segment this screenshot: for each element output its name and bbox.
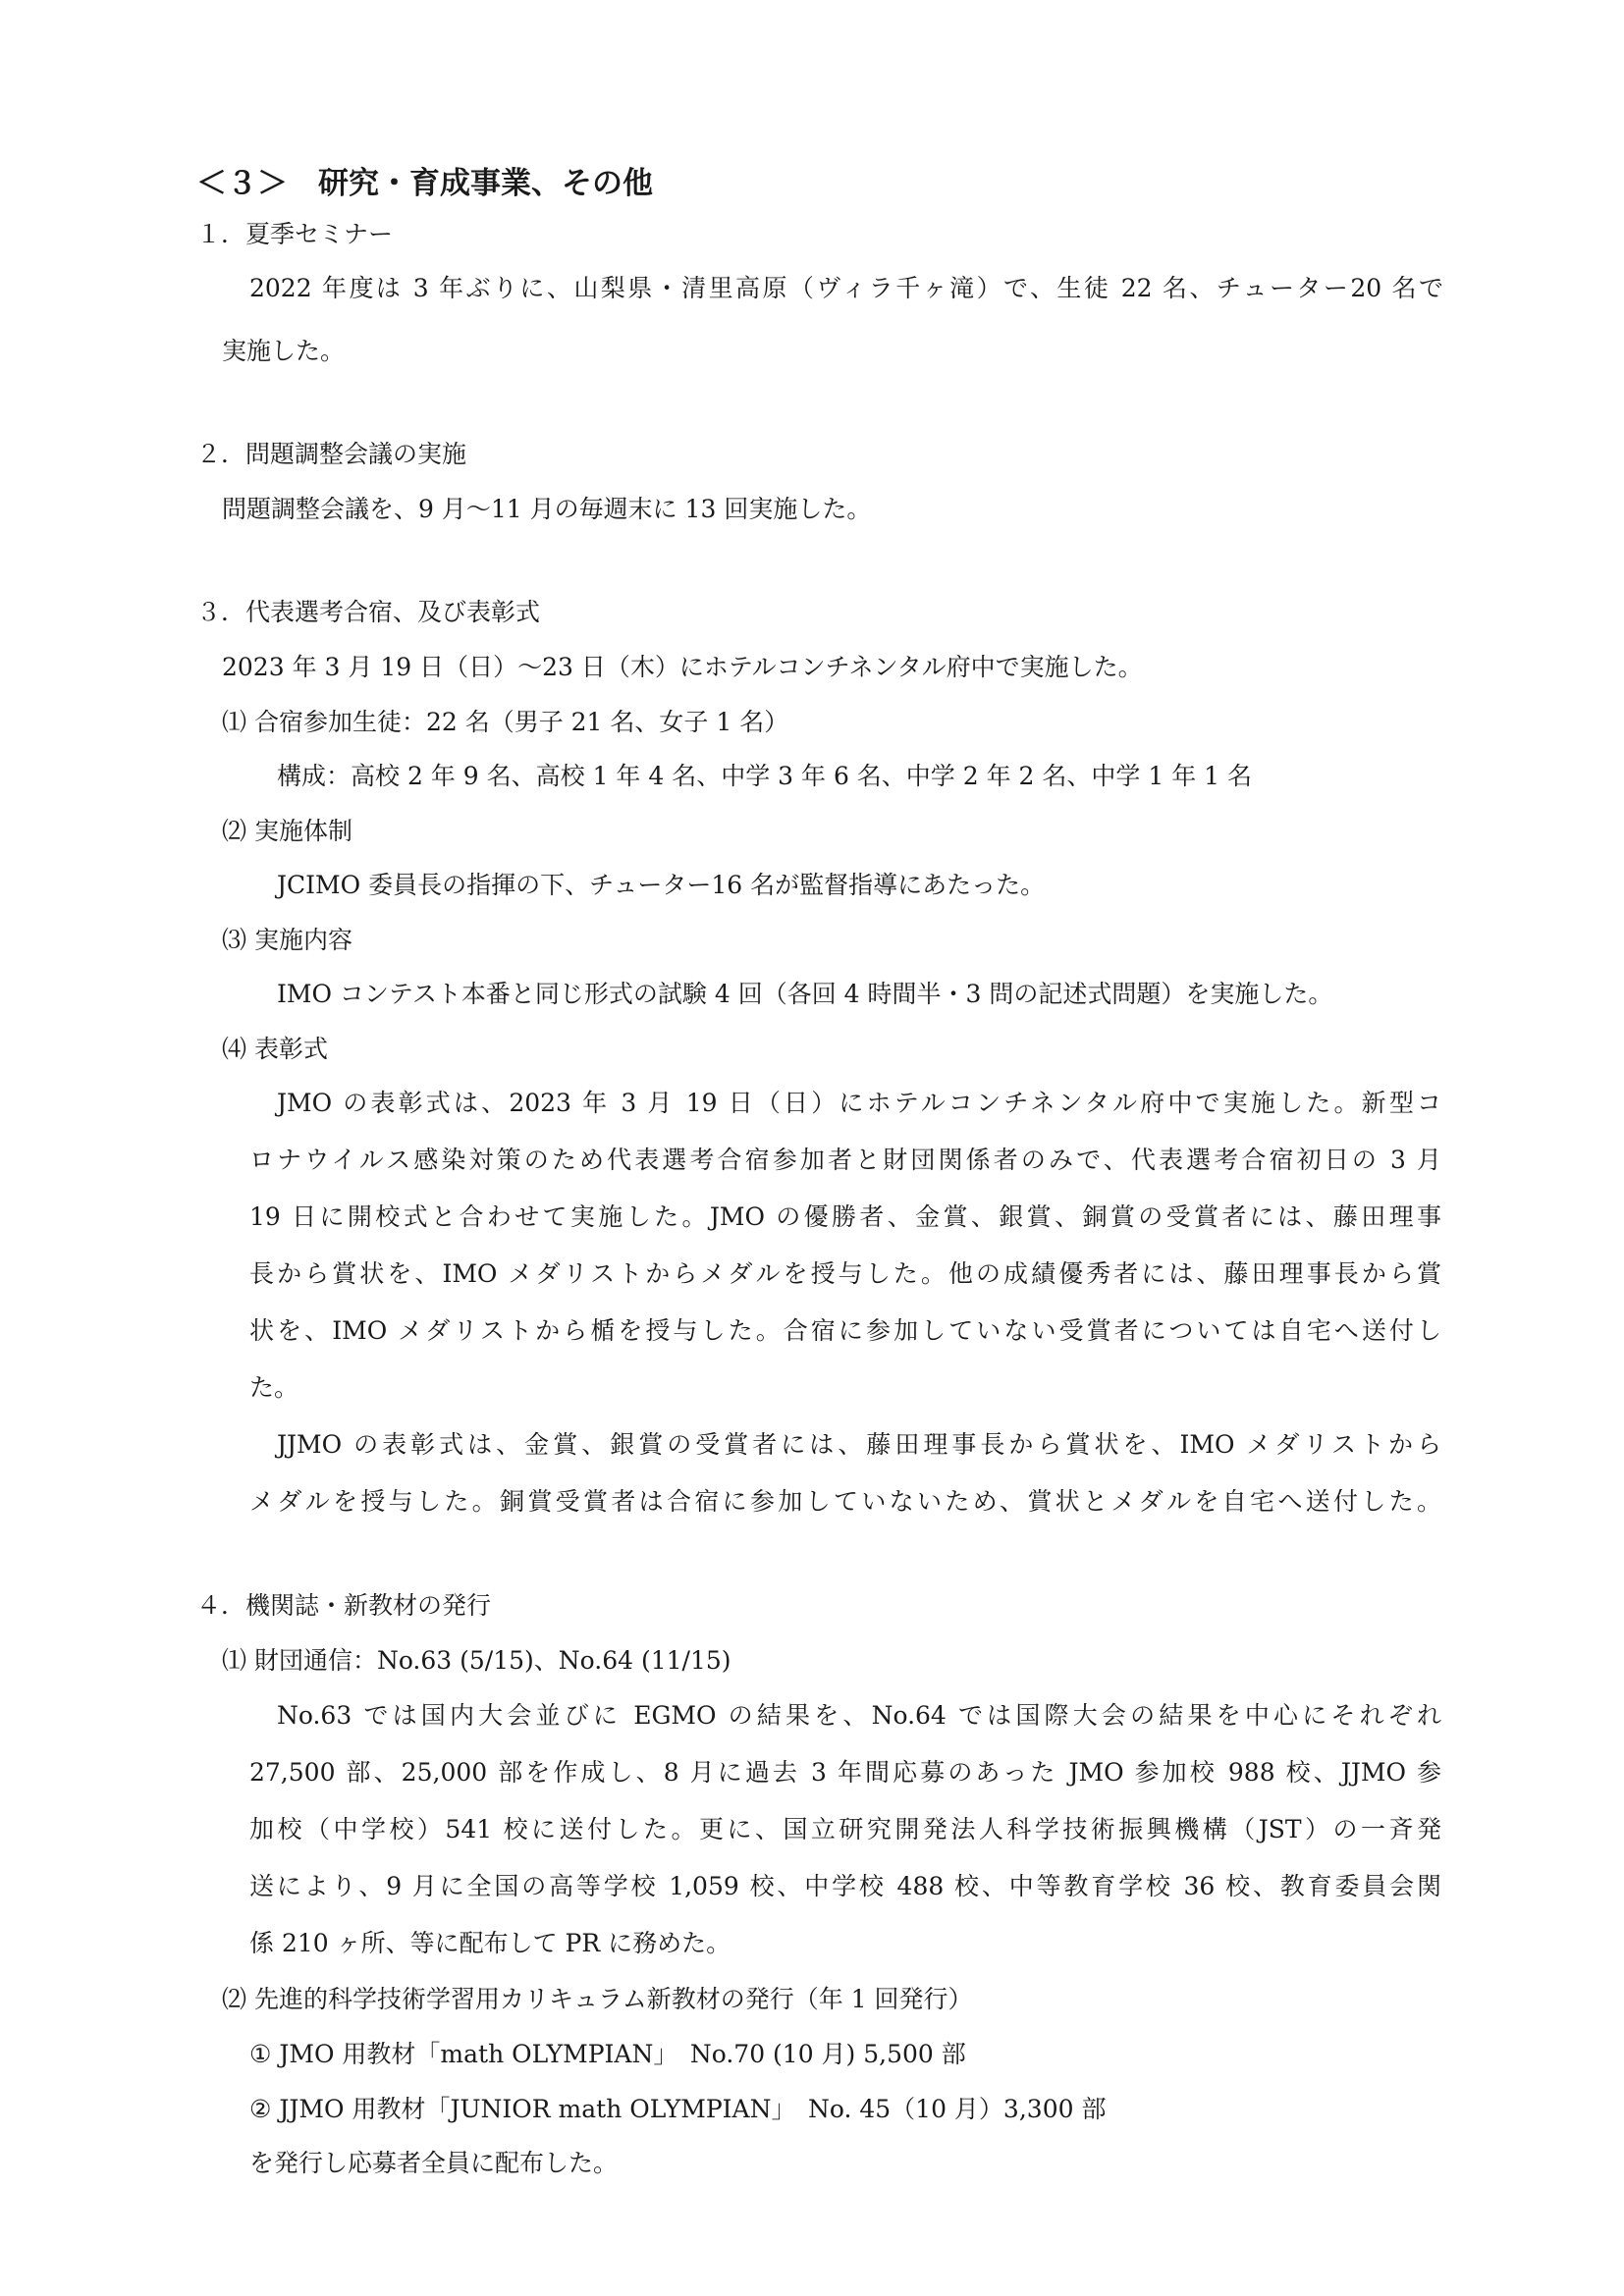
section-3-item-4-line-1: JMO の表彰式は、2023 年 3 月 19 日（日）にホテルコンチネンタル府中で実施した。新型コ: [277, 1089, 1441, 1117]
section-2-body-line-1: 問題調整会議を、9 月～11 月の毎週末に 13 回実施した。: [222, 495, 872, 523]
section-3-item-4-line-7: JJMO の表彰式は、金賞、銀賞の受賞者には、藤田理事長から賞状を、IMO メダリストから: [277, 1430, 1441, 1459]
section-3-item-3-body: IMO コンテスト本番と同じ形式の試験 4 回（各回 4 時間半・3 問の記述式問題）を実施した。: [277, 980, 1333, 1008]
section-3-item-4-line-8: メダルを授与した。銅賞受賞者は合宿に参加していないため、賞状とメダルを自宅へ送付した。: [249, 1487, 1441, 1516]
section-4-item-2-line-1: ① JMO 用教材「math OLYMPIAN」 No.70 (10 月) 5,500 部: [249, 2040, 966, 2068]
section-4-item-2-line-3: を発行し応募者全員に配布した。: [249, 2149, 619, 2177]
section-3-intro: 2023 年 3 月 19 日（日）～23 日（木）にホテルコンチネンタル府中で実施した。: [222, 653, 1143, 681]
section-4-heading: ４．機関誌・新教材の発行: [196, 1591, 492, 1620]
section-4-item-1-line-5: 係 210 ヶ所、等に配布して PR に務めた。: [249, 1929, 731, 1957]
section-1-heading: １．夏季セミナー: [196, 220, 394, 248]
section-3-item-2-label: ⑵ 実施体制: [222, 817, 352, 845]
section-4-item-1-line-3: 加校（中学校）541 校に送付した。更に、国立研究開発法人科学技術振興機構（JST）の一斉発: [249, 1815, 1441, 1843]
section-3-item-1-body: 構成：高校 2 年 9 名、高校 1 年 4 名、中学 3 年 6 名、中学 2 年 2 名、中学 1 年 1 名: [277, 762, 1252, 790]
section-4-item-2-line-2: ② JJMO 用教材「JUNIOR math OLYMPIAN」 No. 45（10 月）3,300 部: [249, 2095, 1107, 2123]
section-4-item-1-line-2: 27,500 部、25,000 部を作成し、8 月に過去 3 年間応募のあった JMO 参加校 988 校、JJMO 参: [249, 1758, 1441, 1787]
section-3-item-4-line-3: 19 日に開校式と合わせて実施した。JMO の優勝者、金賞、銀賞、銅賞の受賞者には、藤田理事: [249, 1202, 1441, 1231]
section-3-item-1-label: ⑴ 合宿参加生徒：22 名（男子 21 名、女子 1 名）: [222, 708, 789, 736]
section-2-heading: ２．問題調整会議の実施: [196, 440, 467, 468]
section-4-item-1-line-4: 送により、9 月に全国の高等学校 1,059 校、中学校 488 校、中等教育学校 36 校、教育委員会関: [249, 1872, 1441, 1900]
section-3-item-4-line-6: た。: [249, 1373, 299, 1402]
section-3-heading: ３．代表選考合宿、及び表彰式: [196, 598, 541, 626]
section-4-item-1-label: ⑴ 財団通信：No.63 (5/15)、No.64 (11/15): [222, 1646, 731, 1675]
section-3-item-3-label: ⑶ 実施内容: [222, 926, 352, 954]
section-title: ＜３＞ 研究・育成事業、その他: [196, 166, 653, 201]
section-3-item-4-line-2: ロナウイルス感染対策のため代表選考合宿参加者と財団関係者のみで、代表選考合宿初日の 3 月: [249, 1146, 1441, 1174]
section-3-item-2-body: JCIMO 委員長の指揮の下、チューター16 名が監督指導にあたった。: [277, 871, 1046, 899]
section-3-item-4-line-4: 長から賞状を、IMO メダリストからメダルを授与した。他の成績優秀者には、藤田理事長から賞: [249, 1259, 1441, 1288]
section-3-item-4-line-5: 状を、IMO メダリストから楯を授与した。合宿に参加していない受賞者については自宅へ送付し: [249, 1316, 1441, 1345]
section-4-item-2-label: ⑵ 先進的科学技術学習用カリキュラム新教材の発行（年 1 回発行）: [222, 1985, 973, 2013]
section-1-body-line-1: 2022 年度は 3 年ぶりに、山梨県・清里高原（ヴィラ千ヶ滝）で、生徒 22 名、チューター20 名で: [249, 274, 1443, 302]
section-3-item-4-label: ⑷ 表彰式: [222, 1035, 328, 1063]
section-4-item-1-line-1: No.63 では国内大会並びに EGMO の結果を、No.64 では国際大会の結果を中心にそれぞれ: [277, 1701, 1441, 1730]
section-1-body-line-2: 実施した。: [222, 337, 346, 365]
